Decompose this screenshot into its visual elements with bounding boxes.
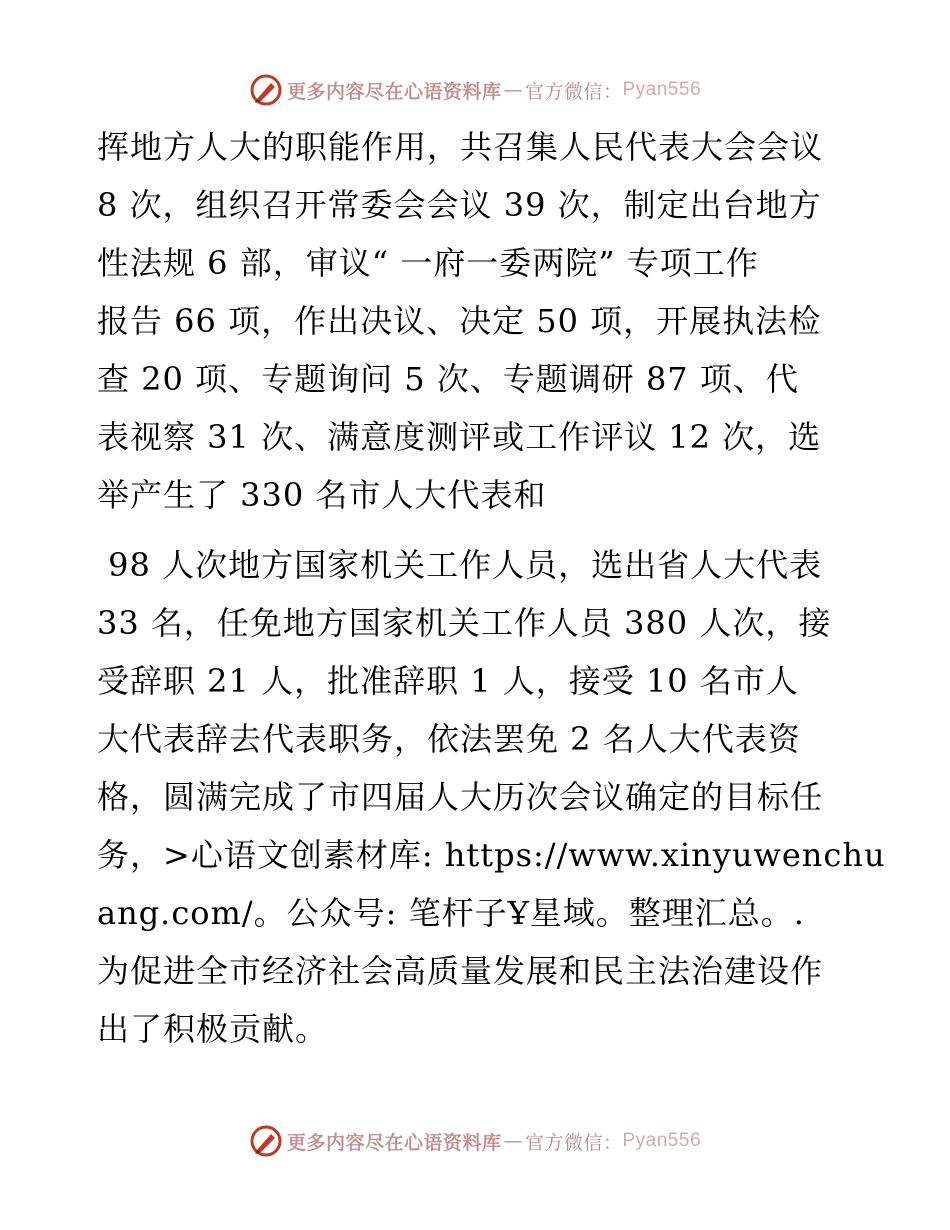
text-line: 表视察 31 次、满意度测评或工作评议 12 次，选 (97, 418, 822, 456)
text-line: 报告 66 项，作出决议、决定 50 项，开展执法检 (97, 302, 822, 340)
text-line: ang.com/。公众号: 笔杆子Ұ星域。整理汇总。. (97, 894, 805, 932)
text-line: 98 人次地方国家机关工作人员，选出省人大代表 (97, 546, 823, 584)
banner-separator: — (503, 1130, 523, 1152)
text-line: 挥地方人大的职能作用，共召集人民代表大会会议 (97, 128, 824, 166)
pen-logo-icon (249, 73, 283, 107)
banner-wechat-label: 官方微信： (524, 1131, 623, 1154)
banner-wechat-id: Pyan556 (622, 79, 702, 100)
pen-logo-icon (249, 1124, 283, 1158)
text-line: 大代表辞去代表职务，依法罢免 2 名人大代表资 (97, 720, 801, 758)
banner-wechat-id: Pyan556 (622, 1130, 702, 1151)
header-banner (0, 70, 950, 110)
text-line: 性法规 6 部，审议“ 一府一委两院” 专项工作 (97, 244, 759, 282)
text-line: 受辞职 21 人，批准辞职 1 人，接受 10 名市人 (97, 662, 799, 700)
text-line: 务，>心语文创素材库: https://www.xinyuwenchu (97, 836, 886, 874)
text-line: 举产生了 330 名市人大代表和 (97, 476, 547, 514)
banner-main-text: 更多内容尽在心语资料库 (286, 80, 502, 103)
banner-wechat-label: 官方微信： (524, 80, 623, 103)
text-line: 为促进全市经济社会高质量发展和民主法治建设作 (97, 952, 824, 990)
text-line: 查 20 项、专题询问 5 次、专题调研 87 项、代 (97, 360, 799, 398)
document-body (97, 118, 886, 1058)
paragraph-2 (97, 536, 886, 1058)
text-line: 出了积极贡献。 (97, 1010, 329, 1048)
footer-banner (0, 1121, 950, 1161)
banner-separator: — (503, 79, 523, 101)
text-line: 33 名，任免地方国家机关工作人员 380 人次，接 (97, 604, 832, 642)
text-line: 8 次，组织召开常委会会议 39 次，制定出台地方 (97, 186, 822, 224)
banner-main-text: 更多内容尽在心语资料库 (286, 1131, 502, 1154)
paragraph-1 (97, 118, 857, 524)
text-line: 格，圆满完成了市四届人大历次会议确定的目标任 (97, 778, 824, 816)
